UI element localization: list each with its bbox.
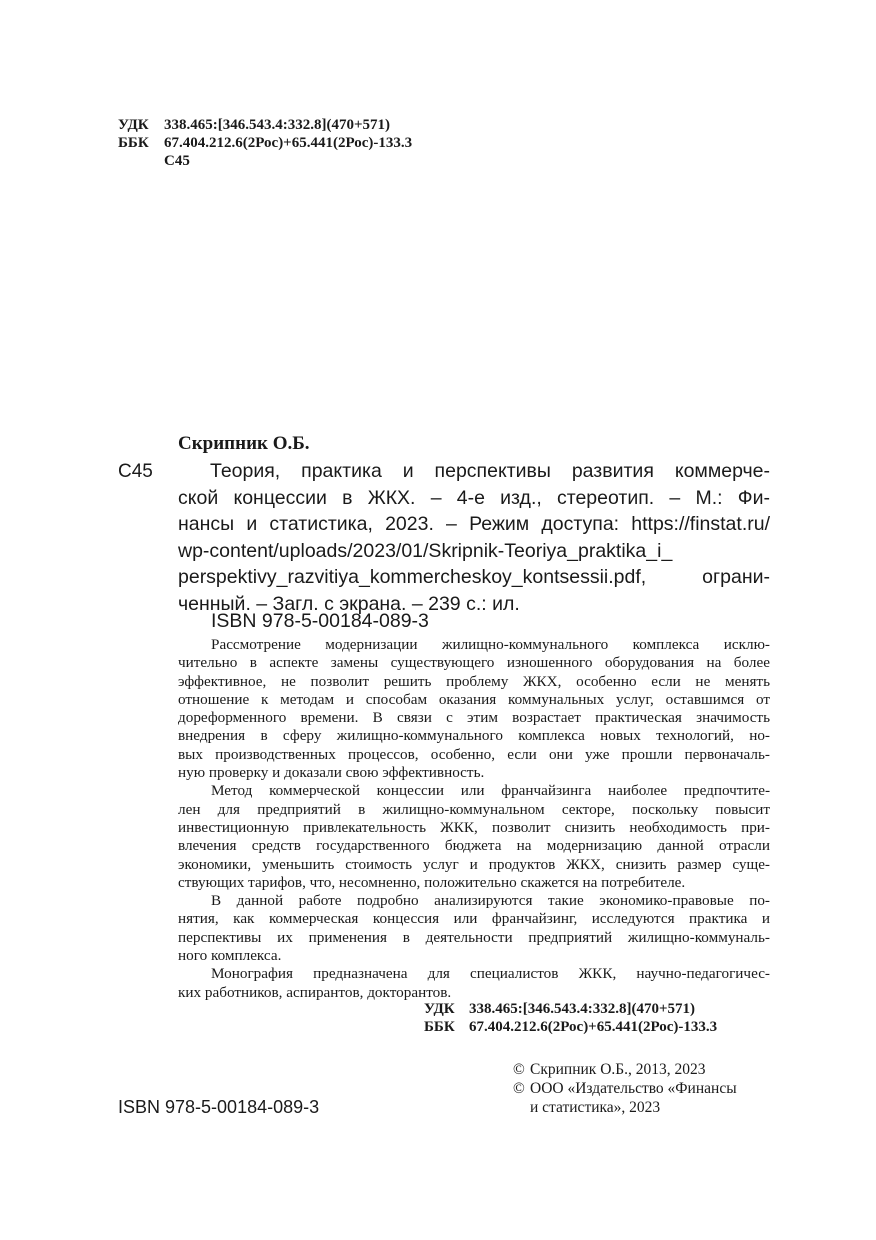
annotation-paragraph (178, 965, 770, 1002)
udk-row (118, 116, 412, 134)
annotation (178, 636, 770, 1002)
copyright-author (513, 1060, 737, 1079)
isbn-bottom: ISBN 978-5-00184-089-3 (118, 1097, 320, 1117)
biblio-line: нансы и статистика, 2023. – Режим доступа: https://finstat.ru/ (178, 513, 770, 535)
annotation-line: экономики, уменьшить стоимость услуг и продуктов ЖКХ, снизить размер суще- (178, 855, 770, 873)
udk-value: 338.465:[346.543.4:332.8](470+571) (164, 117, 391, 133)
classification-bottom (424, 1000, 717, 1036)
copyright-author-text: Скрипник О.Б., 2013, 2023 (530, 1061, 706, 1078)
udk-label-bottom: УДК (424, 1001, 455, 1017)
copyright-publisher (513, 1079, 737, 1098)
annotation-line: ствующих тарифов, что, несомненно, положительно скажется на потребителе. (178, 873, 686, 891)
copyright-publisher-cont (513, 1098, 737, 1117)
biblio-line: ченный. – Загл. с экрана. – 239 с.: ил. (178, 592, 520, 615)
annotation-line: ного комплекса. (178, 947, 282, 965)
annotation-line: чительно в аспекте замены существующего изношенного оборудования на более (178, 654, 770, 672)
biblio-line: wp-content/uploads/2023/01/Skripnik-Teoriya_praktika_i_ (178, 539, 673, 562)
udk-value-bottom: 338.465:[346.543.4:332.8](470+571) (469, 1001, 696, 1017)
annotation-line: Рассмотрение модернизации жилищно-коммунального комплекса исклю- (211, 636, 770, 653)
author-sign-row (118, 152, 412, 170)
annotation-line: Монография предназначена для специалистов ЖКК, научно-педагогичес- (211, 965, 770, 983)
copyright-publisher-text: ООО «Издательство «Финансы (530, 1080, 737, 1097)
annotation-line: отношение к методам и способам оказания коммунальных услуг, оставшимся от (178, 690, 770, 708)
classification-top (118, 116, 412, 170)
biblio-line: ской концессии в ЖКХ. – 4-е изд., стереотип. – М.: Фи- (178, 486, 770, 509)
bbk-row (118, 134, 412, 152)
bbk-value-bottom: 67.404.212.6(2Рос)+65.441(2Рос)-133.3 (469, 1019, 718, 1035)
udk-label: УДК (118, 117, 149, 133)
bbk-label: ББК (118, 135, 149, 151)
udk-row-bottom (424, 1000, 717, 1018)
copyright-symbol: © (513, 1061, 525, 1078)
annotation-line: вых производственных процессов, особенно, если они уже прошли первоначаль- (178, 745, 770, 763)
annotation-line: влечения средств государственного бюджета на модернизацию данной отрасли (178, 837, 770, 855)
annotation-line: инвестиционную привлекательность ЖКК, позволит снизить необходимость при- (178, 818, 770, 836)
copyright-block (513, 1060, 737, 1117)
annotation-line: внедрения в сферу жилищно-коммунального комплекса новых технологий, но- (178, 727, 770, 745)
annotation-line: В данной работе подробно анализируются такие экономико-правовые по- (211, 892, 770, 910)
annotation-paragraph (178, 892, 770, 965)
annotation-line: дореформенного времени. В связи с этим возрастает практическая значимость (178, 709, 770, 727)
annotation-paragraph (178, 782, 770, 892)
annotation-line: Метод коммерческой концессии или франчайзинга наиболее предпочтите- (211, 782, 770, 800)
annotation-line: ких работников, аспирантов, докторантов. (178, 983, 452, 1001)
annotation-line: эффективное, не позволит решить проблему ЖКХ, особенно если не менять (178, 672, 770, 690)
bbk-row-bottom (424, 1018, 717, 1036)
author-sign-top: С45 (164, 153, 190, 169)
author-name: Скрипник О.Б. (178, 433, 310, 454)
bbk-label-bottom: ББК (424, 1019, 455, 1035)
author-sign: С45 (118, 461, 153, 482)
annotation-paragraph (178, 636, 770, 782)
bbk-value: 67.404.212.6(2Рос)+65.441(2Рос)-133.3 (164, 135, 413, 151)
annotation-line: нятия, как коммерческая концессия или франчайзинг, исследуются практика и (178, 910, 770, 928)
biblio-line: perspektivy_razvitiya_kommercheskoy_kontsessii.pdf, ограни- (178, 566, 770, 588)
annotation-line: перспективы их применения в деятельности предприятий жилищно-коммуналь- (178, 928, 770, 946)
annotation-line: ную проверку и доказали свою эффективность. (178, 764, 485, 782)
biblio-line: Теория, практика и перспективы развития коммерче- (210, 460, 770, 482)
isbn-main: ISBN 978-5-00184-089-3 (211, 610, 429, 632)
copyright-symbol: © (513, 1080, 525, 1097)
annotation-line: лен для предприятий в жилищно-коммунальном секторе, поскольку повысит (178, 800, 770, 818)
copyright-publisher-text-2: и статистика», 2023 (530, 1099, 661, 1116)
bibliographic-description (178, 458, 770, 617)
